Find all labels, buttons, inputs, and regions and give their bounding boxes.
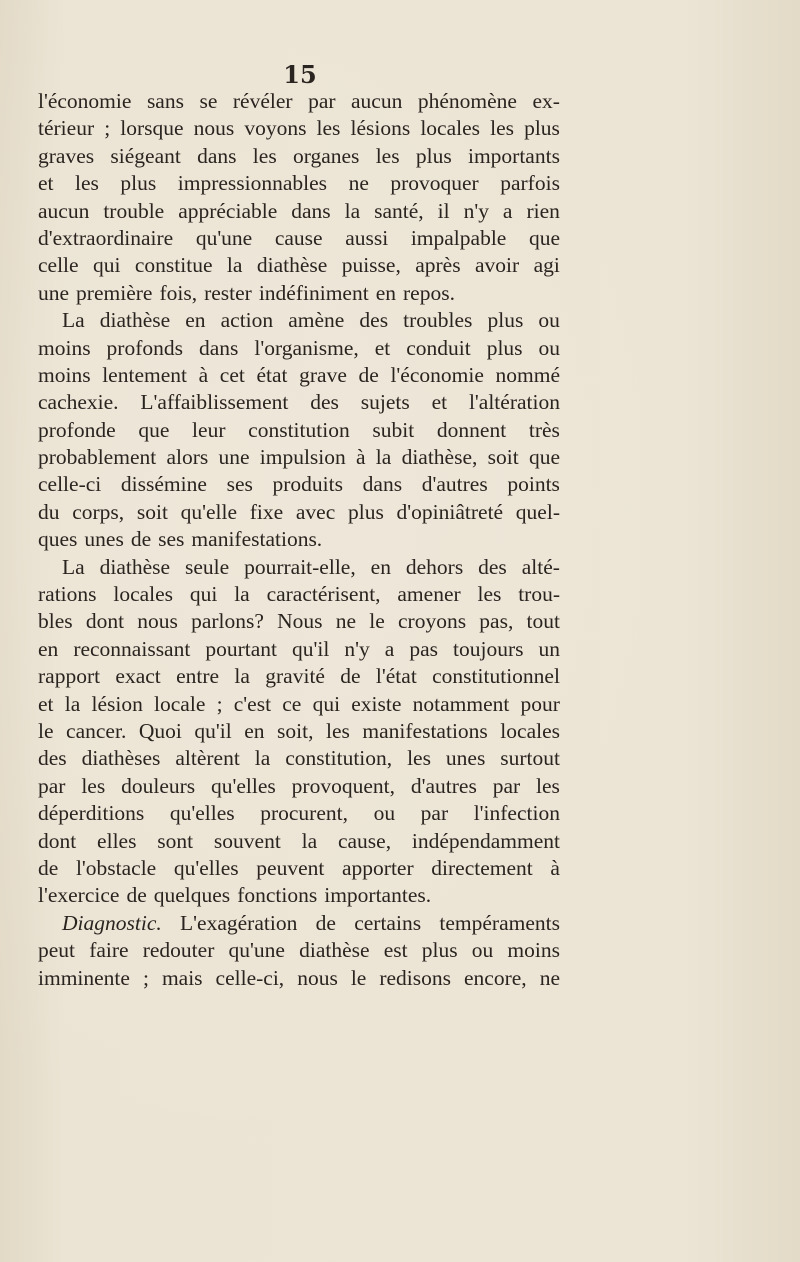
text-line: et la lésion locale ; c'est ce qui existe notamment pour [38,691,560,716]
text-line: celle-ci dissémine ses produits dans d'autres points [38,472,560,497]
text-line: par les douleurs qu'elles provoquent, d'autres par les [38,773,560,798]
text-line: moins profonds dans l'organisme, et conduit plus ou [38,335,560,360]
page-number: 15 [283,60,317,89]
body-text [38,88,560,992]
text-line: Diagnostic. L'exagération de certains tempéraments [62,910,560,935]
text-line: et les plus impressionnables ne provoquer parfois [38,171,560,196]
text-line: aucun trouble appréciable dans la santé, il n'y a rien [38,198,560,223]
text-line: ques unes de ses manifestations. [38,527,323,552]
text-line: une première fois, rester indéfiniment en repos. [38,280,455,305]
text-line: celle qui constitue la diathèse puisse, après avoir agi [38,253,560,278]
text-line: cachexie. L'affaiblissement des sujets et l'altération [38,390,560,415]
text-line: déperditions qu'elles procurent, ou par l'infection [38,801,560,826]
text-line: rapport exact entre la gravité de l'état constitutionnel [38,664,560,689]
text-line: moins lentement à cet état grave de l'économie nommé [38,362,560,387]
text-line: probablement alors une impulsion à la diathèse, soit que [38,445,560,470]
text-line: d'extraordinaire qu'une cause aussi impalpable que [38,225,560,250]
text-line: des diathèses altèrent la constitution, les unes surtout [38,746,560,771]
text-line: La diathèse en action amène des troubles plus ou [62,308,560,333]
text-line: l'économie sans se révéler par aucun phénomène ex- [38,89,560,113]
text-line: bles dont nous parlons? Nous ne le croyons pas, tout [38,609,560,634]
text-line: profonde que leur constitution subit donnent très [38,417,560,442]
text-line: rations locales qui la caractérisent, amener les trou- [38,582,560,607]
text-line: en reconnaissant pourtant qu'il n'y a pas toujours un [38,636,560,661]
text-line: du corps, soit qu'elle fixe avec plus d'opiniâtreté quel- [38,499,560,524]
text-line: graves siégeant dans les organes les plus importants [38,143,560,168]
text-line: de l'obstacle qu'elles peuvent apporter directement à [38,855,560,880]
text-line: l'exercice de quelques fonctions importantes. [38,883,432,908]
text-line: le cancer. Quoi qu'il en soit, les manifestations locales [38,718,560,743]
text-line: La diathèse seule pourrait-elle, en dehors des alté- [62,554,560,579]
text-line: dont elles sont souvent la cause, indépendamment [38,828,560,853]
text-line: imminente ; mais celle-ci, nous le redisons encore, ne [38,965,560,990]
text-line: térieur ; lorsque nous voyons les lésions locales les plus [38,116,560,141]
text-line: peut faire redouter qu'une diathèse est plus ou moins [38,938,560,963]
